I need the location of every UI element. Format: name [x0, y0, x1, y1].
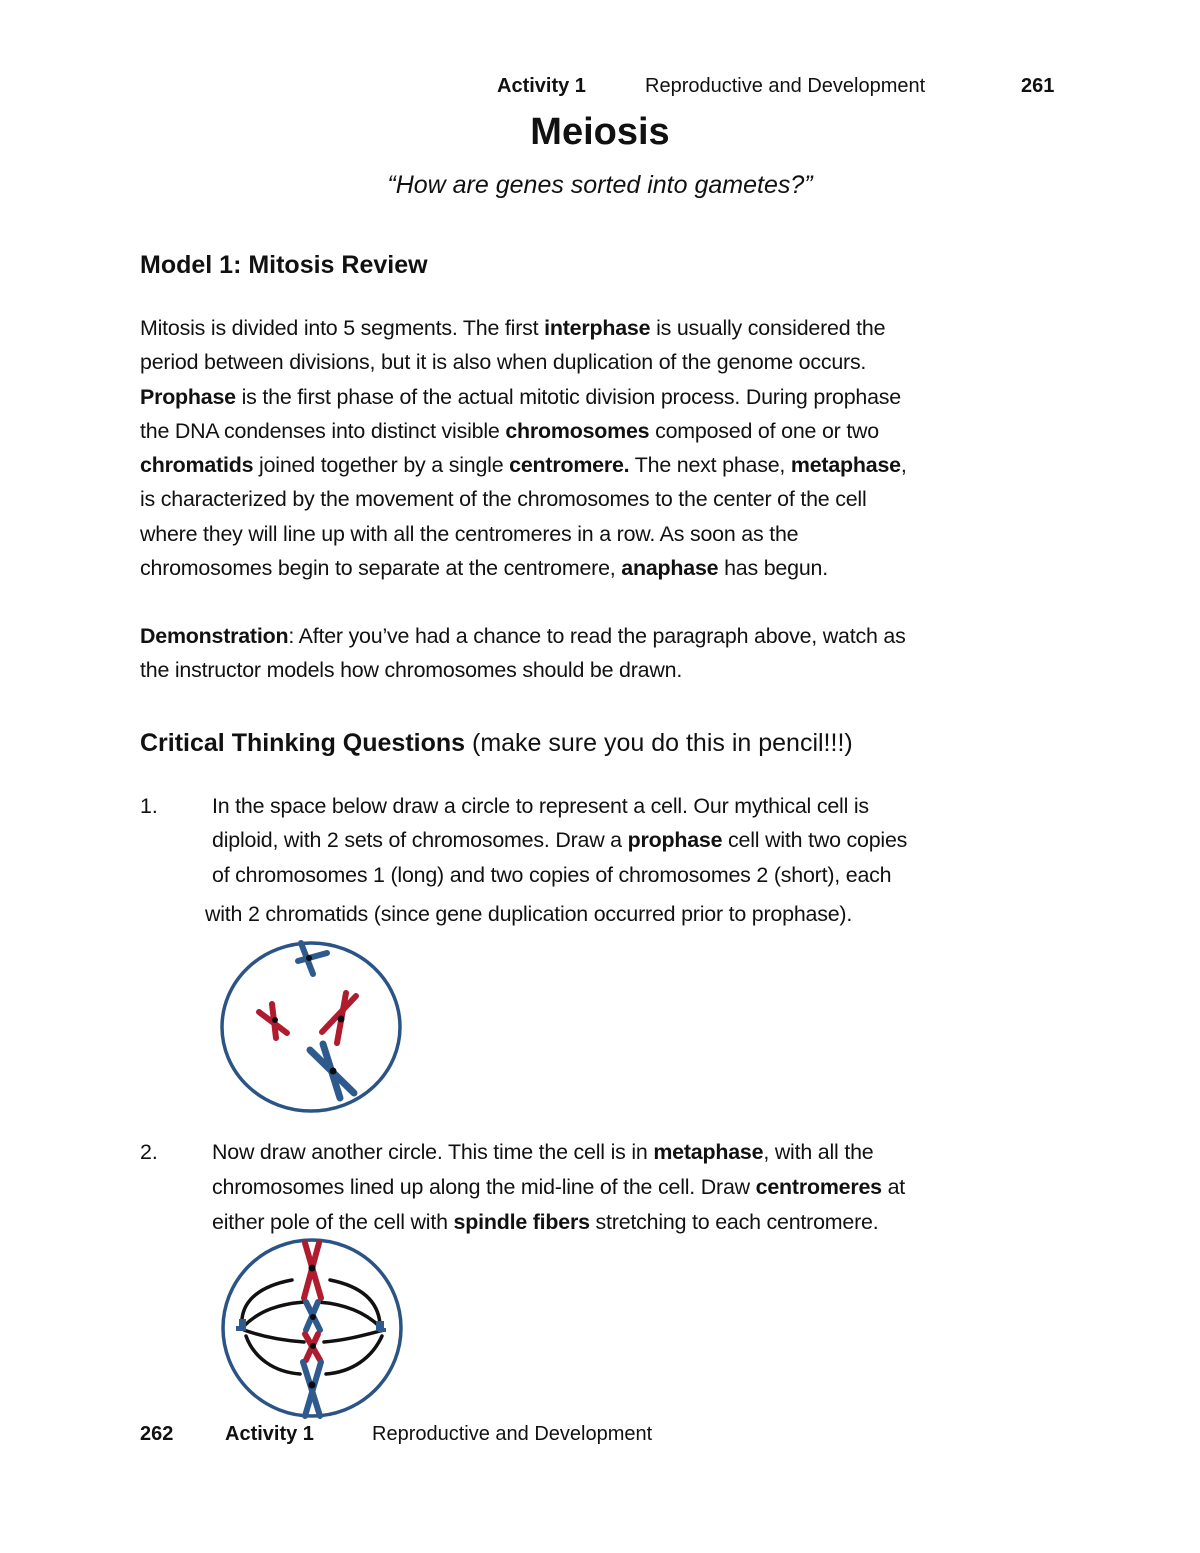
prophase-cell-diagram: [220, 940, 404, 1115]
text-run: with 2 chromatids (since gene duplication occurred prior to prophase).: [205, 902, 853, 926]
bold-term: metaphase: [790, 453, 901, 478]
text-run: cell with two copies: [722, 828, 908, 852]
running-header-activity: Activity 1: [497, 75, 586, 97]
paragraph-line: [140, 448, 1070, 482]
bold-term: anaphase: [621, 556, 719, 581]
bold-term: metaphase: [653, 1140, 764, 1164]
question-1-line: [212, 858, 891, 893]
spindle-fibers-icon: [242, 1280, 384, 1374]
text-run: at: [881, 1175, 906, 1199]
bold-term: prophase: [627, 828, 723, 852]
running-header-activity: Activity 1: [225, 1423, 314, 1445]
model1-heading: Model 1: Mitosis Review: [140, 251, 428, 279]
bold-term: centromere.: [509, 453, 630, 478]
question-1-line: [212, 789, 869, 824]
text-run: is usually considered the: [650, 316, 886, 340]
text-run: joined together by a single: [253, 453, 510, 478]
text-run: The next phase,: [629, 453, 791, 478]
bold-term: Prophase: [140, 384, 236, 409]
paragraph-line: [140, 311, 1070, 345]
paragraph-line: [140, 345, 1070, 379]
model1-paragraph: [140, 311, 1070, 585]
chromosome-blue-long-icon: [310, 1044, 354, 1098]
paragraph-line: [140, 380, 1070, 414]
text-run: chromosomes begin to separate at the centromere,: [140, 556, 622, 581]
question-1-line: [212, 823, 907, 858]
text-run: period between divisions, but it is also when duplication of the genome occurs.: [140, 350, 867, 375]
chromosome-blue-short-icon: [298, 943, 327, 974]
paragraph-line: [140, 414, 1070, 448]
critical-thinking-note: (make sure you do this in pencil!!!): [465, 729, 853, 757]
running-header-section: Reproductive and Development: [372, 1423, 653, 1445]
paragraph-line: [140, 551, 1070, 585]
text-run: either pole of the cell with: [212, 1210, 454, 1234]
question-1-line: [205, 897, 852, 932]
text-run: is characterized by the movement of the chromosomes to the center of the cell: [140, 487, 867, 512]
text-run: diploid, with 2 sets of chromosomes. Draw a: [212, 828, 628, 852]
demonstration-text: the instructor models how chromosomes should be drawn.: [140, 658, 683, 683]
page-title: Meiosis: [530, 111, 670, 153]
question-2-line: [212, 1135, 873, 1170]
page-number: 261: [1021, 75, 1055, 97]
chromosome-blue-long-icon: [303, 1362, 321, 1416]
bold-term: centromeres: [755, 1175, 882, 1199]
bold-term: chromatids: [140, 453, 254, 478]
text-run: ,: [900, 453, 907, 478]
paragraph-line: [140, 517, 1070, 551]
chromosome-blue-short-icon: [306, 1302, 320, 1330]
critical-thinking-title: Critical Thinking Questions: [140, 729, 466, 757]
question-2-line: [212, 1205, 878, 1240]
running-header-section: Reproductive and Development: [645, 75, 926, 97]
bold-term: spindle fibers: [453, 1210, 590, 1234]
demonstration-label: Demonstration: [140, 624, 289, 648]
demonstration-paragraph: [140, 619, 1070, 688]
text-run: stretching to each centromere.: [589, 1210, 879, 1234]
text-run: composed of one or two: [649, 418, 880, 443]
chromosome-red-short-icon: [259, 1004, 287, 1038]
metaphase-cell-diagram: [220, 1238, 404, 1418]
text-run: Now draw another circle. This time the cell is in: [212, 1140, 654, 1164]
chromosome-red-long-icon: [304, 1243, 321, 1298]
text-run: In the space below draw a circle to represent a cell. Our mythical cell is: [212, 794, 869, 818]
question-number: 1.: [140, 794, 158, 818]
text-run: the DNA condenses into distinct visible: [140, 418, 506, 443]
text-run: of chromosomes 1 (long) and two copies of chromosomes 2 (short), each: [212, 863, 892, 887]
page-number: 262: [140, 1423, 174, 1445]
text-run: chromosomes lined up along the mid-line of the cell. Draw: [212, 1175, 756, 1199]
question-2-line: [212, 1170, 905, 1205]
demonstration-text: : After you’ve had a chance to read the paragraph above, watch as: [288, 624, 906, 648]
text-run: , with all the: [763, 1140, 874, 1164]
chromosome-red-short-icon: [305, 1334, 320, 1360]
paragraph-line: [140, 482, 1070, 516]
text-run: where they will line up with all the centromeres in a row. As soon as the: [140, 521, 799, 546]
text-run: has begun.: [718, 556, 828, 581]
question-number: 2.: [140, 1140, 158, 1164]
bold-term: interphase: [544, 316, 651, 340]
page-subtitle: “How are genes sorted into gametes?”: [387, 171, 813, 199]
text-run: Mitosis is divided into 5 segments. The first: [140, 316, 545, 340]
critical-thinking-heading: [140, 728, 853, 758]
bold-term: chromosomes: [505, 418, 650, 443]
text-run: is the first phase of the actual mitotic division process. During prophase: [235, 384, 901, 409]
chromosome-red-long-icon: [322, 993, 356, 1043]
